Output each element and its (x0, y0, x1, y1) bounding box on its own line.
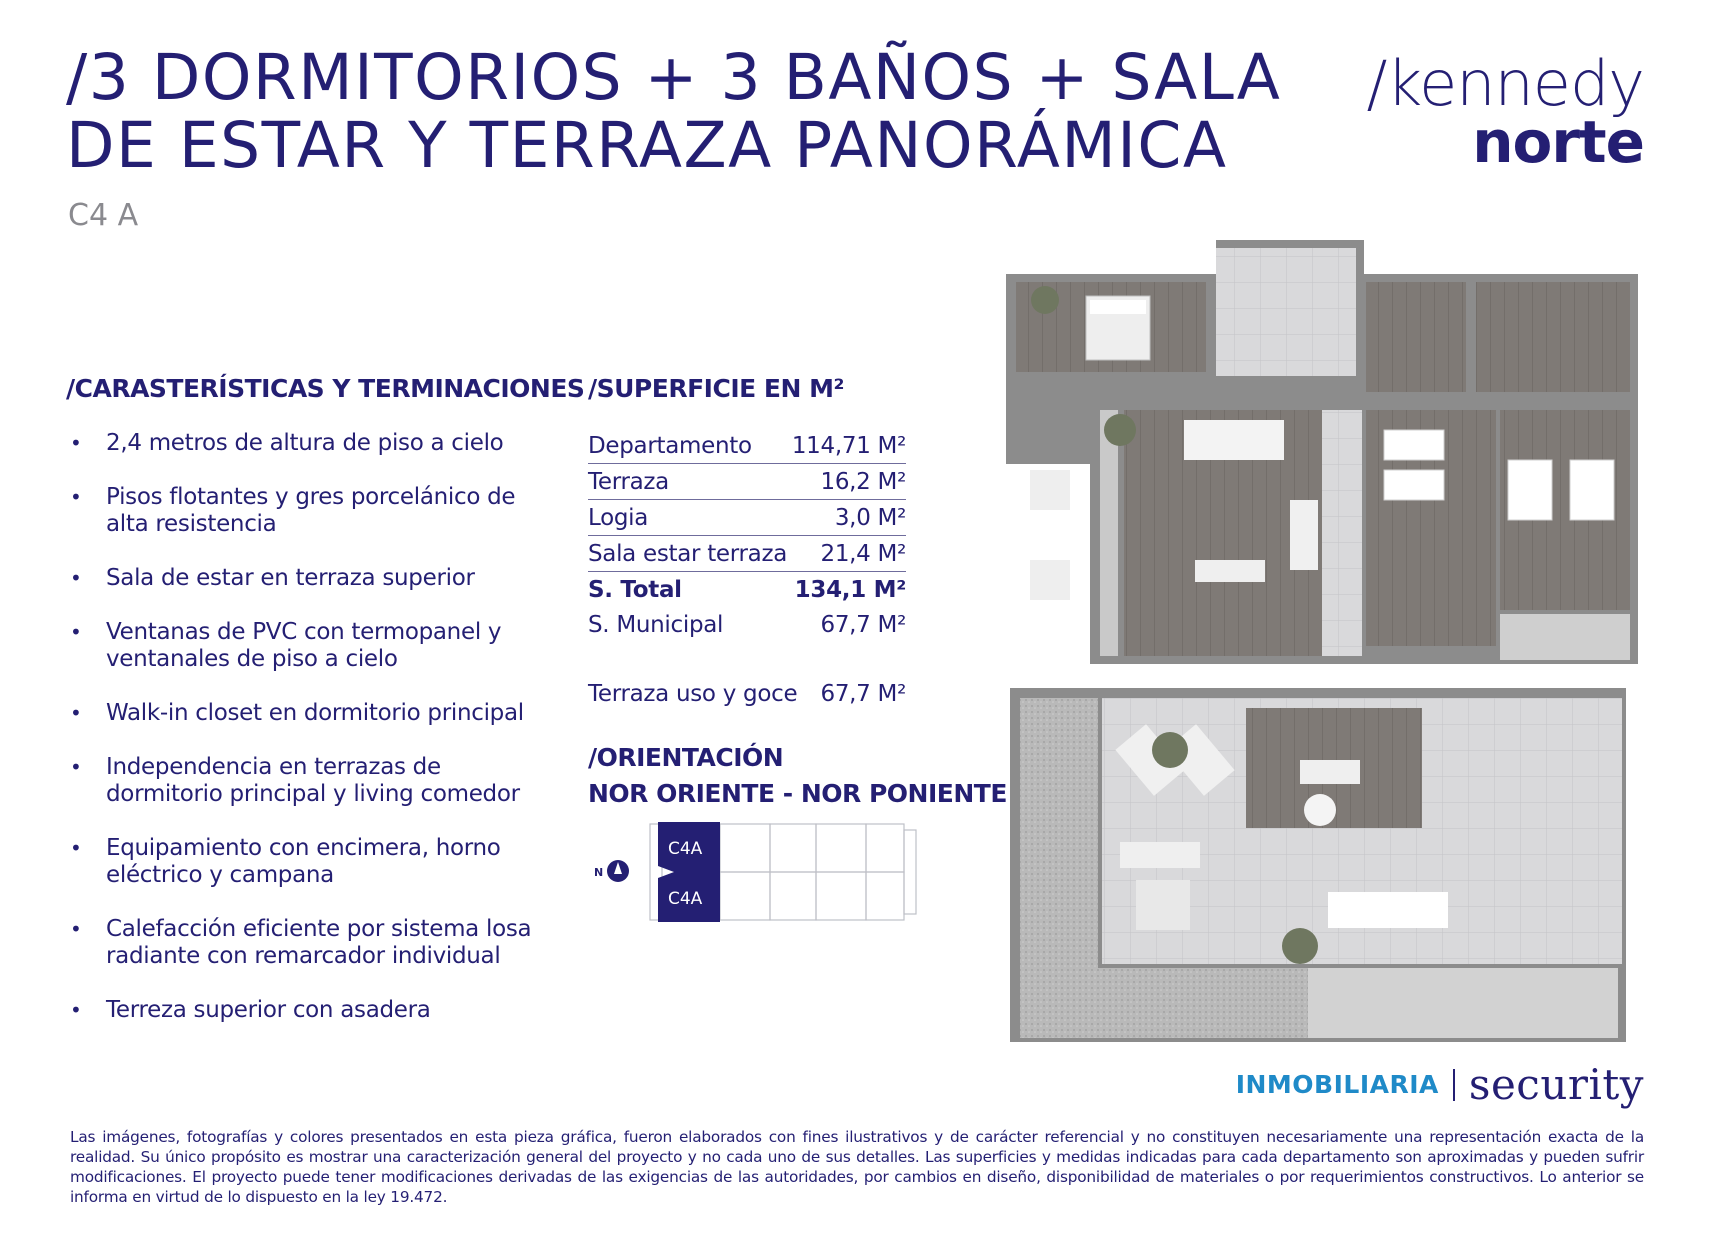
unit-highlight-top (658, 822, 720, 872)
orientation-key-plan (588, 818, 923, 923)
unit-highlight-bottom (658, 872, 720, 922)
feature-text-line: • Calefacción eficiente por sistema losa (106, 916, 532, 942)
surface-row (588, 572, 906, 607)
feature-text-line: • Terreza superior con asadera (106, 997, 431, 1023)
surface-value: 16,2 M² (820, 469, 906, 495)
brand-line-2: norte (1472, 108, 1644, 176)
surface-table (588, 428, 906, 642)
surface-row (588, 428, 906, 464)
orientation-value: NOR ORIENTE - NOR PONIENTE (588, 779, 1007, 808)
north-indicator (594, 860, 629, 882)
features-heading: /CARASTERÍSTICAS Y TERMINACIONES (66, 374, 585, 403)
feature-text-line: • Pisos flotantes y gres porcelánico de (106, 484, 516, 510)
surface-row (588, 536, 906, 572)
surface-row (588, 500, 906, 536)
surface-value: 134,1 M² (794, 577, 906, 603)
north-label: N (594, 866, 604, 879)
surface-value: 114,71 M² (791, 433, 906, 459)
surface-value: 67,7 M² (820, 612, 906, 638)
features-list (70, 430, 540, 1051)
surface-label: Terraza (588, 469, 669, 495)
surface-label: Departamento (588, 433, 752, 459)
feature-item (70, 484, 540, 538)
floor-plan-upper-level (1010, 688, 1626, 1042)
feature-text-line: dormitorio principal y living comedor (106, 781, 520, 807)
surface-label: Terraza uso y goce (588, 681, 798, 707)
orientation-heading: /ORIENTACIÓN (588, 743, 784, 772)
company-logo (1236, 1060, 1644, 1109)
feature-item (70, 619, 540, 673)
surface-extra (588, 676, 906, 711)
surface-label: Sala estar terraza (588, 541, 788, 567)
unit-label-bottom: C4A (668, 889, 703, 909)
unit-label-top: C4A (668, 839, 703, 859)
feature-item (70, 916, 540, 970)
floor-plan-lower-level (1006, 240, 1638, 664)
unit-code: C4 A (68, 198, 139, 233)
surface-row (588, 607, 906, 642)
feature-text-line: alta resistencia (106, 511, 277, 537)
orientation-block (588, 740, 1007, 812)
title-line-1: /3 DORMITORIOS + 3 BAÑOS + SALA (66, 41, 1282, 114)
surface-label: Logia (588, 505, 649, 531)
logo-divider (1453, 1069, 1455, 1101)
feature-item (70, 565, 540, 592)
feature-item (70, 997, 540, 1024)
brand-logo (1366, 47, 1644, 176)
surface-value: 3,0 M² (834, 505, 906, 531)
feature-text-line: • 2,4 metros de altura de piso a cielo (106, 430, 504, 456)
feature-text-line: • Walk-in closet en dormitorio principal (106, 700, 524, 726)
surface-row (588, 464, 906, 500)
surface-row (588, 676, 906, 711)
feature-item (70, 835, 540, 889)
surface-value: 21,4 M² (820, 541, 906, 567)
surface-label: S. Total (588, 577, 682, 603)
surface-value: 67,7 M² (820, 681, 906, 707)
feature-text-line: • Sala de estar en terraza superior (106, 565, 475, 591)
brand-line-1: /kennedy (1366, 47, 1644, 120)
feature-text-line: • Ventanas de PVC con termopanel y (106, 619, 502, 645)
feature-text-line: • Independencia en terrazas de (106, 754, 441, 780)
feature-item (70, 700, 540, 727)
title-line-2: DE ESTAR Y TERRAZA PANORÁMICA (66, 109, 1228, 182)
feature-text-line: eléctrico y campana (106, 862, 334, 888)
feature-item (70, 754, 540, 808)
surface-heading: /SUPERFICIE EN M² (588, 374, 844, 403)
page-title (66, 41, 1282, 182)
surface-label: S. Municipal (588, 612, 724, 638)
feature-text-line: • Equipamiento con encimera, horno (106, 835, 501, 861)
floor-plans (1000, 230, 1640, 1045)
feature-item (70, 430, 540, 457)
legal-disclaimer: Las imágenes, fotografías y colores presentados en esta pieza gráfica, fueron elaborados con fines ilustrativos y de carácter referencial y no constituyen necesariamente una representación exacta de la realidad. Su único propósito es mostrar una caracterización general del proyecto y no cada uno de sus detalles. Las superficies y medidas indicadas para cada departamento son aproximadas y pueden sufrir modificaciones. El proyecto puede tener modificaciones derivadas de las exigencias de las autoridades, por cambios en diseño, disponibilidad de materiales o por requerimientos constructivos. Lo anterior se informa en virtud de lo dispuesto en la ley 19.472. (70, 1128, 1644, 1206)
feature-text-line: ventanales de piso a cielo (106, 646, 398, 672)
company-name-primary: INMOBILIARIA (1235, 1070, 1439, 1099)
feature-text-line: radiante con remarcador individual (106, 943, 501, 969)
company-name-secondary: security (1468, 1060, 1644, 1109)
